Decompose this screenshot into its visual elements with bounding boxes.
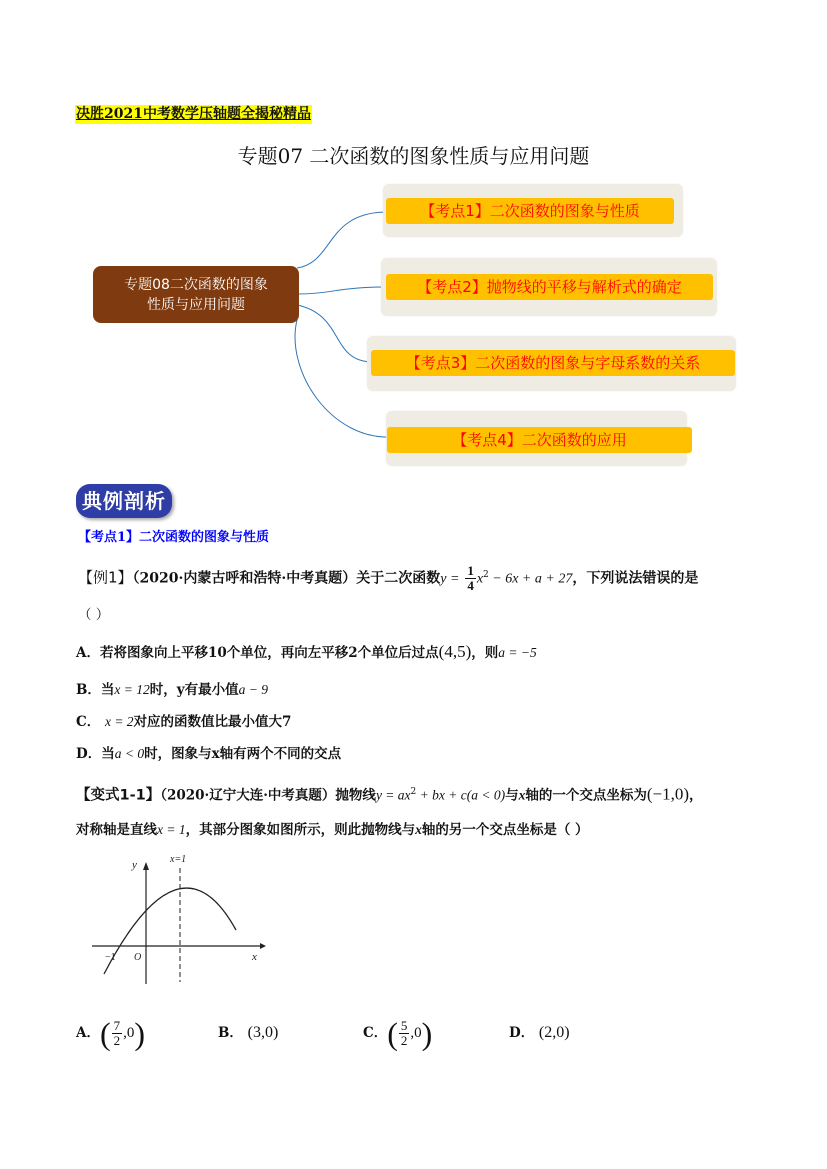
option-c-math: x = 2 — [104, 714, 134, 729]
option-a-tail: ，则 — [471, 645, 499, 661]
v-option-a-rparen: ) — [134, 1015, 146, 1052]
variant-1-xvar: x — [518, 787, 526, 803]
section-badge: 典例剖析 — [76, 484, 172, 518]
v-option-c-rparen: ) — [421, 1015, 433, 1052]
frac-den: 4 — [467, 578, 474, 593]
connector-1 — [297, 212, 388, 268]
function-lhs: y = — [440, 571, 460, 587]
variant-1-stem — [76, 782, 703, 806]
example-1-source: （2020·内蒙古呼和浩特·中考真题）关于二次函数 — [132, 570, 441, 587]
variant-1-axis-math: x = 1 — [157, 822, 186, 837]
x-label: x — [252, 951, 257, 963]
option-d-pre: 当 — [101, 746, 115, 762]
option-b-label: B． — [76, 682, 101, 698]
variant-1-xvar2: x — [415, 822, 422, 837]
variant-1-option-c — [363, 1013, 432, 1053]
example-1-tag: 【例1】 — [78, 568, 133, 587]
option-a-label: A． — [76, 645, 100, 661]
option-b-math2: a − 9 — [238, 682, 269, 697]
mindmap-connectors — [0, 0, 827, 480]
node-1-label: 【考点1】二次函数的图象与性质 — [386, 198, 674, 224]
variant-1-func-tail: + bx + c(a < 0) — [416, 787, 506, 803]
v-option-c-y: ,0 — [410, 1025, 422, 1041]
variant-1-text2: 轴的一个交点坐标为 — [525, 787, 647, 804]
parabola-curve — [104, 888, 236, 974]
v-option-b-val: (3,0) — [247, 1024, 279, 1041]
example-1-option-a — [76, 642, 537, 663]
variant-1-source: （2020·辽宁大连·中考真题）抛物线 — [160, 787, 376, 804]
function-exp: 2 — [483, 569, 489, 580]
variant-1-exp: 2 — [410, 787, 417, 797]
variant-1-text1: 与 — [505, 787, 519, 804]
node-2-label: 【考点2】抛物线的平移与解析式的确定 — [386, 274, 713, 300]
v-option-a-den: 2 — [113, 1033, 121, 1048]
v-option-d-val: (2,0) — [538, 1024, 570, 1041]
node-4-label: 【考点4】二次函数的应用 — [387, 427, 692, 453]
v-option-c-frac — [399, 1019, 410, 1048]
option-b-math: x = 12 — [114, 682, 150, 697]
option-d-math: a < 0 — [114, 746, 145, 761]
example-1-stem — [78, 564, 698, 593]
center-line-2: 性质与应用问题 — [147, 296, 245, 313]
connector-2 — [297, 287, 386, 294]
v-option-a-y: ,0 — [123, 1025, 135, 1041]
origin-label: O — [134, 952, 142, 963]
frac-num: 1 — [467, 563, 474, 578]
header-tag: 决胜2021中考数学压轴题全揭秘精品 — [76, 106, 311, 122]
variant-1-option-d — [509, 1013, 570, 1053]
example-1-option-b — [76, 680, 268, 700]
v-option-c-label: C． — [363, 1025, 388, 1041]
option-a-text: 若将图象向上平移10个单位，再向左平移2个单位后过点 — [99, 645, 439, 661]
option-a-math: a = −5 — [498, 645, 537, 660]
mindmap-node-3 — [367, 336, 736, 391]
variant-1-line2-text2: 轴的另一个交点坐标是（ ） — [421, 822, 589, 838]
v-option-a-frac — [112, 1019, 123, 1048]
subsection-heading: 【考点1】二次函数的图象与性质 — [78, 530, 270, 545]
parabola-figure — [88, 850, 268, 988]
function-x: x — [476, 571, 484, 587]
option-b-pre: 当 — [100, 682, 115, 698]
y-axis-arrow — [143, 862, 149, 870]
v-option-c-den: 2 — [400, 1033, 408, 1048]
option-d-label: D． — [76, 746, 102, 762]
variant-1-line2-pre: 对称轴是直线 — [76, 822, 157, 838]
answer-paren: （ ） — [78, 607, 110, 623]
option-c-label: C． — [76, 714, 101, 730]
variant-1-comma: ， — [689, 787, 703, 804]
variant-1-option-a — [76, 1013, 145, 1053]
example-1-option-c — [76, 712, 291, 732]
mindmap-node-2 — [381, 258, 717, 316]
function-tail: − 6x + a + 27 — [488, 571, 573, 587]
page-title: 专题07 二次函数的图象性质与应用问题 — [237, 144, 590, 168]
v-option-a-num: 7 — [113, 1018, 121, 1033]
example-1-question: ，下列说法错误的是 — [572, 570, 699, 587]
x-axis-arrow — [260, 943, 266, 949]
option-c-text: 对应的函数值比最小值大7 — [133, 714, 292, 730]
connector-3 — [297, 305, 373, 362]
v-option-d-label: D． — [509, 1025, 535, 1041]
fraction-quarter — [465, 564, 476, 593]
variant-1-line2-text: ，其部分图象如图所示，则此抛物线与 — [185, 822, 416, 838]
variant-1-option-b — [218, 1013, 278, 1053]
example-1-option-d — [76, 744, 341, 764]
mindmap-node-4 — [386, 411, 687, 466]
symmetry-label: x=1 — [170, 854, 187, 865]
variant-1-func: y = ax — [375, 787, 411, 803]
variant-1-tag: 【变式1-1】 — [76, 787, 161, 804]
center-line-1: 专题08二次函数的图象 — [124, 276, 268, 293]
option-b-text: 时，y有最小值 — [149, 682, 239, 698]
mindmap-center-node — [93, 266, 299, 323]
neg-one-label: −1 — [105, 952, 116, 963]
option-d-text: 时，图象与x轴有两个不同的交点 — [144, 746, 342, 762]
mindmap-node-1 — [383, 184, 683, 237]
v-option-a-label: A． — [76, 1025, 100, 1041]
v-option-a-lparen: ( — [99, 1015, 111, 1052]
option-a-point: (4,5) — [438, 642, 472, 661]
variant-1-point: (−1,0) — [646, 784, 689, 804]
variant-1-line2 — [76, 820, 589, 840]
v-option-b-label: B． — [218, 1025, 243, 1041]
node-3-label: 【考点3】二次函数的图象与字母系数的关系 — [371, 350, 735, 376]
v-option-c-lparen: ( — [387, 1015, 398, 1052]
y-label: y — [132, 859, 137, 871]
v-option-c-num: 5 — [400, 1018, 408, 1033]
